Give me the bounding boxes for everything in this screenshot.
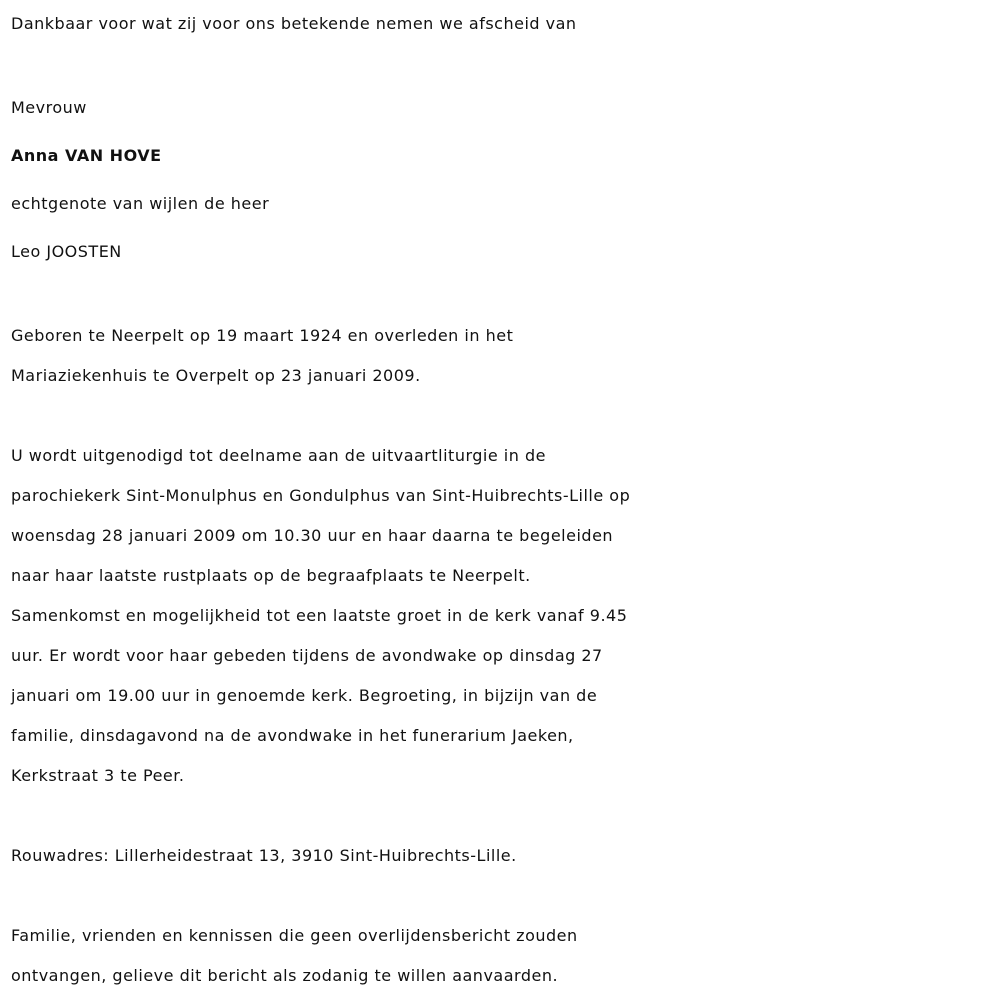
spacer xyxy=(11,396,1000,436)
birth-death-line: Mariaziekenhuis te Overpelt op 23 januari 2009. xyxy=(11,366,421,385)
address-line: Rouwadres: Lillerheidestraat 13, 3910 Sint-Huibrechts-Lille. xyxy=(11,846,517,865)
invitation-line: woensdag 28 januari 2009 om 10.30 uur en haar daarna te begeleiden xyxy=(11,526,614,545)
invitation-line: Samenkomst en mogelijkheid tot een laatste groet in de kerk vanaf 9.45 xyxy=(11,606,628,625)
deceased-name: Anna VAN HOVE xyxy=(11,146,162,165)
birth-death-line: Geboren te Neerpelt op 19 maart 1924 en overleden in het xyxy=(11,326,514,345)
invitation-line: U wordt uitgenodigd tot deelname aan de uitvaartliturgie in de xyxy=(11,446,546,465)
relation-line: echtgenote van wijlen de heer xyxy=(11,194,270,213)
spacer xyxy=(11,876,1000,916)
closing-line: ontvangen, gelieve dit bericht als zodanig te willen aanvaarden. xyxy=(11,966,559,985)
invitation-line: Kerkstraat 3 te Peer. xyxy=(11,766,185,785)
spacer xyxy=(11,796,1000,836)
invitation-line: uur. Er wordt voor haar gebeden tijdens de avondwake op dinsdag 27 xyxy=(11,646,603,665)
spouse-name: Leo JOOSTEN xyxy=(11,242,122,261)
spacer xyxy=(11,44,1000,84)
spacer xyxy=(11,276,1000,316)
salutation: Mevrouw xyxy=(11,98,87,117)
closing-line: Familie, vrienden en kennissen die geen overlijdensbericht zouden xyxy=(11,926,578,945)
invitation-line: familie, dinsdagavond na de avondwake in het funerarium Jaeken, xyxy=(11,726,574,745)
invitation-line: parochiekerk Sint-Monulphus en Gondulphus van Sint-Huibrechts-Lille op xyxy=(11,486,631,505)
intro-line: Dankbaar voor wat zij voor ons betekende nemen we afscheid van xyxy=(11,14,577,33)
invitation-line: naar haar laatste rustplaats op de begraafplaats te Neerpelt. xyxy=(11,566,531,585)
invitation-line: januari om 19.00 uur in genoemde kerk. Begroeting, in bijzijn van de xyxy=(11,686,598,705)
